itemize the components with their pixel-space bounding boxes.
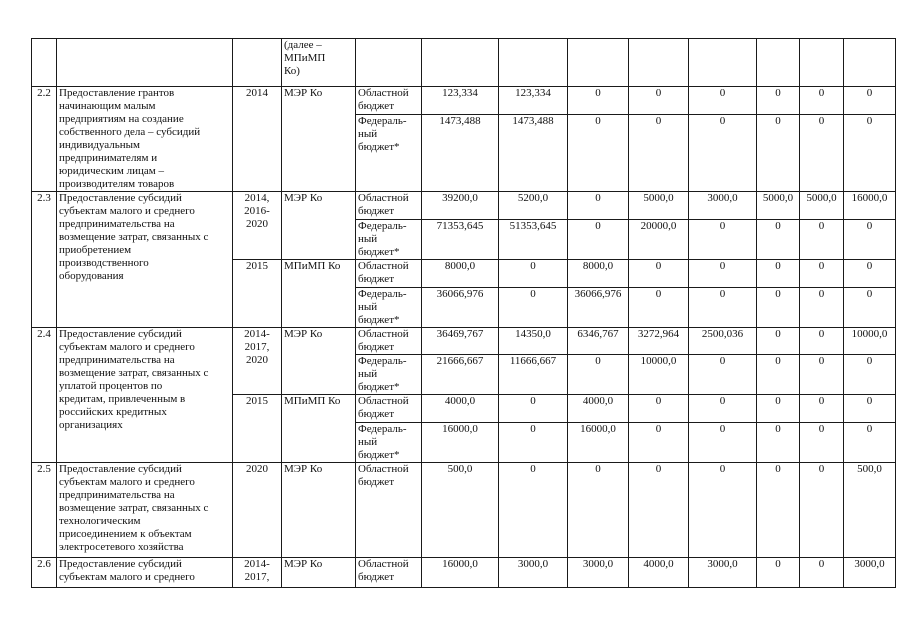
cell-executor: МЭР Ко bbox=[282, 558, 356, 588]
cell-num bbox=[32, 39, 57, 87]
cell-amount: 0 bbox=[629, 114, 689, 191]
cell-amount: 6346,767 bbox=[568, 328, 629, 355]
cell-amount: 0 bbox=[499, 288, 568, 328]
cell-amount: 36066,976 bbox=[568, 288, 629, 328]
cell-amount: 0 bbox=[689, 395, 757, 423]
cell-amount: 0 bbox=[757, 423, 800, 463]
cell-amount: 4000,0 bbox=[568, 395, 629, 423]
cell-amount: 0 bbox=[629, 423, 689, 463]
cell-funding-source: Федераль- ный бюджет* bbox=[356, 423, 422, 463]
cell-funding-source: Областной бюджет bbox=[356, 463, 422, 558]
cell-amount: 500,0 bbox=[844, 463, 896, 558]
cell-amount: 0 bbox=[499, 260, 568, 288]
cell-amount: 0 bbox=[844, 395, 896, 423]
cell-value bbox=[844, 39, 896, 87]
cell-amount: 0 bbox=[844, 288, 896, 328]
cell-amount: 0 bbox=[844, 355, 896, 395]
cell-years: 2015 bbox=[233, 260, 282, 328]
cell-years: 2014- 2017, bbox=[233, 558, 282, 588]
cell-amount: 21666,667 bbox=[422, 355, 499, 395]
cell-funding-source: Федераль- ный бюджет* bbox=[356, 288, 422, 328]
cell-amount: 0 bbox=[757, 220, 800, 260]
table-row bbox=[32, 558, 896, 588]
cell-funding-source: Областной бюджет bbox=[356, 260, 422, 288]
cell-amount: 3000,0 bbox=[689, 558, 757, 588]
cell-funding-source: Федераль- ный бюджет* bbox=[356, 114, 422, 191]
cell-amount: 0 bbox=[499, 395, 568, 423]
cell-amount: 51353,645 bbox=[499, 220, 568, 260]
cell-funding-source: Областной бюджет bbox=[356, 558, 422, 588]
cell-amount: 16000,0 bbox=[422, 558, 499, 588]
cell-amount: 0 bbox=[568, 355, 629, 395]
cell-amount: 3000,0 bbox=[844, 558, 896, 588]
cell-measure-name: Предоставление субсидий субъектам малого и среднего bbox=[57, 558, 233, 588]
cell-amount: 0 bbox=[757, 395, 800, 423]
cell-funding-source: Областной бюджет bbox=[356, 87, 422, 115]
cell-years: 2014- 2017, 2020 bbox=[233, 328, 282, 395]
cell-amount: 16000,0 bbox=[422, 423, 499, 463]
table-row bbox=[32, 192, 896, 220]
cell-amount: 8000,0 bbox=[568, 260, 629, 288]
cell-year bbox=[233, 39, 282, 87]
cell-executor: МЭР Ко bbox=[282, 463, 356, 558]
cell-amount: 0 bbox=[689, 87, 757, 115]
cell-amount: 0 bbox=[757, 87, 800, 115]
cell-value bbox=[499, 39, 568, 87]
cell-amount: 0 bbox=[800, 220, 844, 260]
cell-amount: 3000,0 bbox=[689, 192, 757, 220]
cell-amount: 0 bbox=[689, 355, 757, 395]
cell-value bbox=[689, 39, 757, 87]
cell-value bbox=[800, 39, 844, 87]
cell-amount: 0 bbox=[800, 558, 844, 588]
cell-amount: 0 bbox=[757, 114, 800, 191]
cell-measure-name: Предоставление субсидий субъектам малого и среднего предпринимательства на возмещение затрат, связанных с уплатой процентов по кредитам, привлеченным в российских кредитных организациях bbox=[57, 328, 233, 463]
cell-amount: 0 bbox=[499, 463, 568, 558]
cell-amount: 0 bbox=[568, 192, 629, 220]
cell-amount: 5000,0 bbox=[757, 192, 800, 220]
cell-amount: 0 bbox=[689, 423, 757, 463]
cell-name bbox=[57, 39, 233, 87]
cell-amount: 5000,0 bbox=[629, 192, 689, 220]
cell-years: 2014 bbox=[233, 87, 282, 192]
cell-amount: 36066,976 bbox=[422, 288, 499, 328]
cell-amount: 0 bbox=[800, 114, 844, 191]
cell-amount: 2500,036 bbox=[689, 328, 757, 355]
cell-amount: 0 bbox=[568, 114, 629, 191]
cell-amount: 20000,0 bbox=[629, 220, 689, 260]
cell-amount: 0 bbox=[800, 395, 844, 423]
cell-amount: 0 bbox=[568, 463, 629, 558]
cell-years: 2015 bbox=[233, 395, 282, 463]
cell-amount: 3000,0 bbox=[499, 558, 568, 588]
cell-amount: 0 bbox=[800, 423, 844, 463]
cell-amount: 0 bbox=[757, 288, 800, 328]
cell-amount: 0 bbox=[629, 395, 689, 423]
cell-amount: 0 bbox=[844, 87, 896, 115]
cell-amount: 0 bbox=[629, 288, 689, 328]
cell-item-number: 2.2 bbox=[32, 87, 57, 192]
cell-amount: 8000,0 bbox=[422, 260, 499, 288]
cell-amount: 14350,0 bbox=[499, 328, 568, 355]
cell-amount: 0 bbox=[757, 260, 800, 288]
cell-amount: 16000,0 bbox=[568, 423, 629, 463]
cell-amount: 0 bbox=[568, 87, 629, 115]
cell-item-number: 2.3 bbox=[32, 192, 57, 328]
cell-value bbox=[422, 39, 499, 87]
cell-amount: 3272,964 bbox=[629, 328, 689, 355]
cell-amount: 0 bbox=[800, 87, 844, 115]
cell-amount: 0 bbox=[689, 220, 757, 260]
cell-years: 2020 bbox=[233, 463, 282, 558]
cell-amount: 0 bbox=[689, 114, 757, 191]
cell-executor: МЭР Ко bbox=[282, 328, 356, 395]
cell-value bbox=[568, 39, 629, 87]
cell-funding-source: Областной бюджет bbox=[356, 328, 422, 355]
cell-amount: 1473,488 bbox=[499, 114, 568, 191]
cell-amount: 0 bbox=[757, 355, 800, 395]
cell-measure-name: Предоставление субсидий субъектам малого и среднего предпринимательства на возмещение затрат, связанных с приобретением производственного оборудования bbox=[57, 192, 233, 328]
cell-amount: 0 bbox=[499, 423, 568, 463]
cell-amount: 4000,0 bbox=[629, 558, 689, 588]
cell-amount: 11666,667 bbox=[499, 355, 568, 395]
cell-measure-name: Предоставление грантов начинающим малым предприятиям на создание собственного дела – субсидий индивидуальным предпринимателям и юридическим лицам – производителям товаров bbox=[57, 87, 233, 192]
cell-item-number: 2.5 bbox=[32, 463, 57, 558]
cell-amount: 0 bbox=[629, 463, 689, 558]
table-row bbox=[32, 328, 896, 355]
cell-amount: 0 bbox=[629, 260, 689, 288]
cell-years: 2014, 2016- 2020 bbox=[233, 192, 282, 260]
cell-amount: 0 bbox=[844, 114, 896, 191]
cell-amount: 0 bbox=[800, 260, 844, 288]
cell-amount: 0 bbox=[800, 328, 844, 355]
cell-amount: 123,334 bbox=[422, 87, 499, 115]
cell-amount: 0 bbox=[757, 558, 800, 588]
table-row bbox=[32, 463, 896, 558]
cell-amount: 500,0 bbox=[422, 463, 499, 558]
cell-funding-source: Областной бюджет bbox=[356, 395, 422, 423]
cell-amount: 0 bbox=[844, 423, 896, 463]
cell-funding-source: Федераль- ный бюджет* bbox=[356, 220, 422, 260]
cell-executor: МЭР Ко bbox=[282, 192, 356, 260]
cell-amount: 0 bbox=[689, 260, 757, 288]
budget-table bbox=[31, 38, 896, 588]
cell-funding-source: Федераль- ный бюджет* bbox=[356, 355, 422, 395]
cell-executor: МПиМП Ко bbox=[282, 260, 356, 328]
cell-amount: 0 bbox=[689, 288, 757, 328]
cell-amount: 123,334 bbox=[499, 87, 568, 115]
cell-amount: 0 bbox=[844, 260, 896, 288]
table-row bbox=[32, 87, 896, 115]
cell-amount: 0 bbox=[757, 463, 800, 558]
cell-source bbox=[356, 39, 422, 87]
cell-amount: 1473,488 bbox=[422, 114, 499, 191]
cell-executor: МПиМП Ко bbox=[282, 395, 356, 463]
cell-amount: 39200,0 bbox=[422, 192, 499, 220]
cell-amount: 16000,0 bbox=[844, 192, 896, 220]
cell-amount: 0 bbox=[800, 463, 844, 558]
cell-amount: 0 bbox=[800, 355, 844, 395]
cell-amount: 0 bbox=[689, 463, 757, 558]
continuation-row bbox=[32, 39, 896, 87]
cell-item-number: 2.4 bbox=[32, 328, 57, 463]
cell-amount: 0 bbox=[757, 328, 800, 355]
cell-item-number: 2.6 bbox=[32, 558, 57, 588]
cell-value bbox=[629, 39, 689, 87]
cell-value bbox=[757, 39, 800, 87]
cell-amount: 5000,0 bbox=[800, 192, 844, 220]
cell-amount: 0 bbox=[844, 220, 896, 260]
cell-amount: 0 bbox=[629, 87, 689, 115]
cell-amount: 36469,767 bbox=[422, 328, 499, 355]
cell-amount: 10000,0 bbox=[844, 328, 896, 355]
cell-executor: МЭР Ко bbox=[282, 87, 356, 192]
cell-executor: (далее – МПиМП Ко) bbox=[282, 39, 356, 87]
cell-amount: 4000,0 bbox=[422, 395, 499, 423]
cell-amount: 10000,0 bbox=[629, 355, 689, 395]
cell-measure-name: Предоставление субсидий субъектам малого и среднего предпринимательства на возмещение затрат, связанных с технологическим присоединением к объектам электросетевого хозяйства bbox=[57, 463, 233, 558]
cell-amount: 0 bbox=[800, 288, 844, 328]
cell-amount: 0 bbox=[568, 220, 629, 260]
cell-amount: 3000,0 bbox=[568, 558, 629, 588]
cell-funding-source: Областной бюджет bbox=[356, 192, 422, 220]
cell-amount: 5200,0 bbox=[499, 192, 568, 220]
cell-amount: 71353,645 bbox=[422, 220, 499, 260]
